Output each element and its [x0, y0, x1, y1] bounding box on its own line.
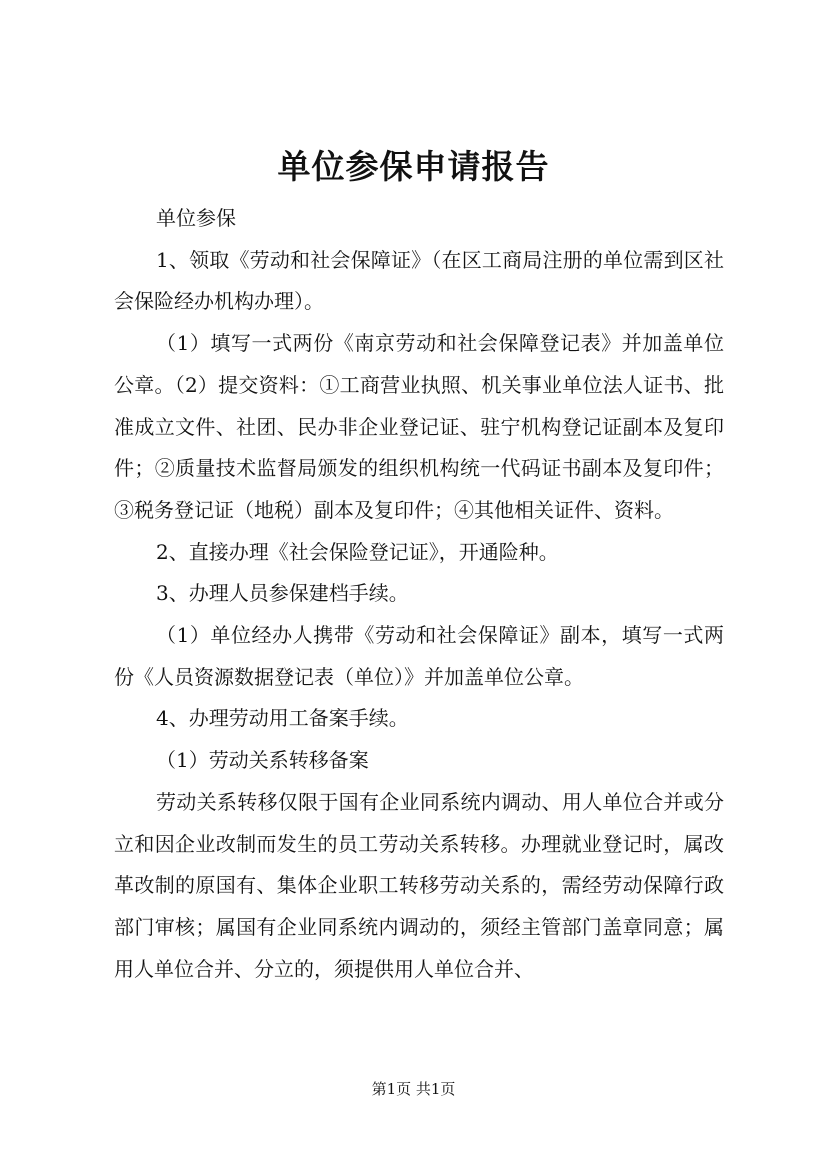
document-body	[114, 198, 724, 990]
paragraph-step-4: 4、办理劳动用工备案手续。	[156, 706, 409, 731]
paragraph-section-heading: 单位参保	[156, 206, 236, 230]
paragraph-step-3: 3、办理人员参保建档手续。	[156, 581, 409, 606]
page-footer: 第1页 共1页	[371, 1080, 456, 1098]
paragraph-step-1-details: （1）填写一式两份《南京劳动和社会保障登记表》并加盖单位公章。（2）提交资料：①工商营业执照、机关事业单位法人证书、批准成立文件、社团、民办非企业登记证、驻宁机构登记证副本及复印件；②质量技术监督局颁发的组织机构统一代码证书副本及复印件；③税务登记证（地税）副本及复印件；④其他相关证件、资料。	[114, 331, 724, 522]
paragraph-step-2: 2、直接办理《社会保险登记证》，开通险种。	[156, 539, 559, 564]
paragraph-step-4-subheading: （1）劳动关系转移备案	[156, 748, 369, 773]
document-title: 单位参保申请报告	[277, 147, 550, 186]
paragraph-step-1: 1、领取《劳动和社会保障证》（在区工商局注册的单位需到区社会保险经办机构办理）。	[114, 247, 724, 314]
paragraph-transfer-rules: 劳动关系转移仅限于国有企业同系统内调动、用人单位合并或分立和因企业改制而发生的员工劳动关系转移。办理就业登记时，属改革改制的原国有、集体企业职工转移劳动关系的，需经劳动保障行政部门审核；属国有企业同系统内调动的，须经主管部门盖章同意；属用人单位合并、分立的，须提供用人单位合并、	[114, 789, 724, 981]
paragraph-step-3-details: （1）单位经办人携带《劳动和社会保障证》副本，填写一式两份《人员资源数据登记表（单位）》并加盖单位公章。	[114, 623, 724, 689]
